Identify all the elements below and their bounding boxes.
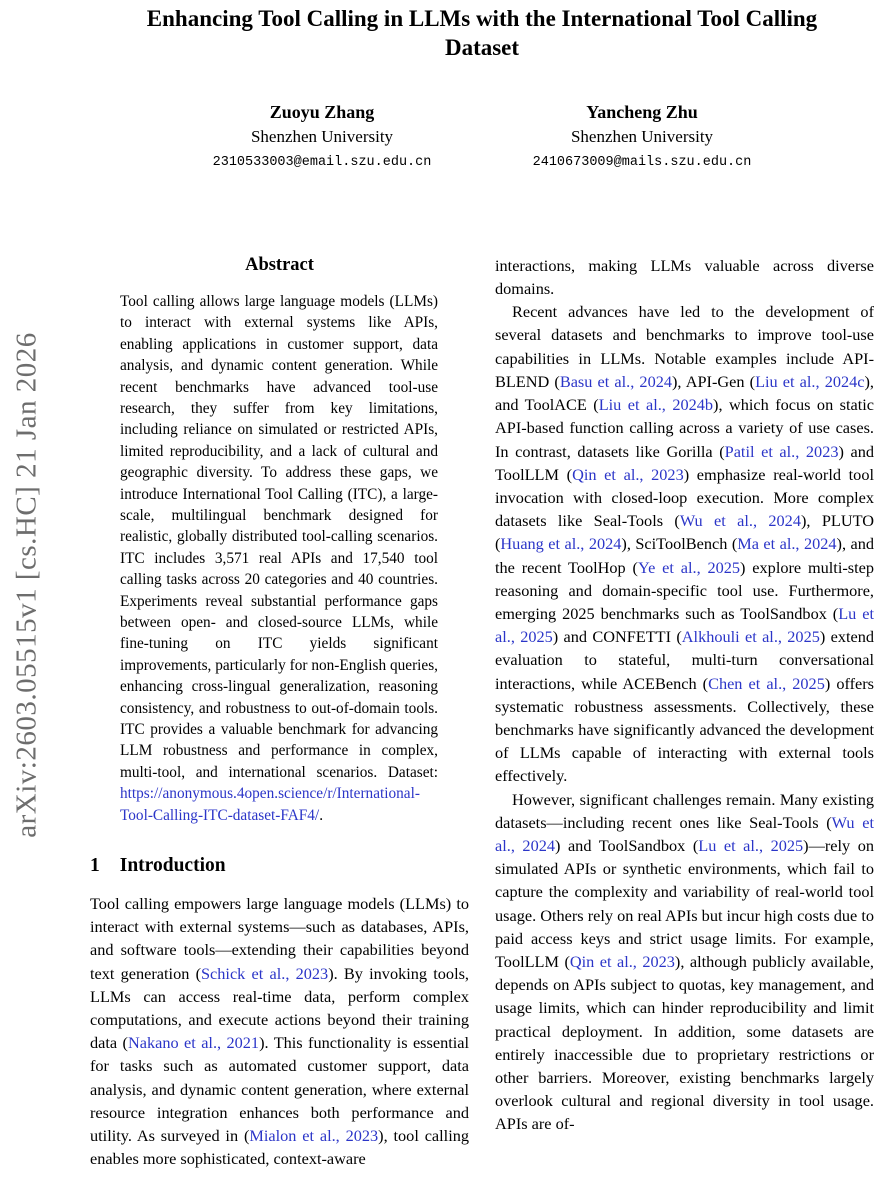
section-title: Introduction — [119, 855, 226, 877]
paragraph — [495, 788, 874, 1136]
author-email[interactable]: 2310533003@email.szu.edu.cn — [212, 154, 432, 170]
arxiv-watermark: arXiv:2603.05515v1 [cs.HC] 21 Jan 2026 — [10, 332, 43, 838]
citation-link[interactable]: Alkhouli et al., 2025 — [681, 627, 820, 647]
text-run: ). This functionality is essential for tasks such as automated customer support, data analysis, and dynamic content generation, where external resource integration enhances both performance and utility. As surveyed in ( — [90, 1033, 470, 1146]
text-run: ) and ToolSandbox ( — [555, 835, 699, 855]
author-email[interactable]: 2410673009@mails.szu.edu.cn — [532, 154, 752, 170]
text-run: Recent advances have led to the development of several datasets and benchmarks to improve tool-use capabilities in LLMs. Notable examples include API-BLEND ( — [495, 302, 874, 391]
author-name: Yancheng Zhu — [586, 101, 698, 122]
author-affiliation: Shenzhen University — [570, 126, 714, 146]
citation-link[interactable]: Lu et al., 2025 — [698, 835, 804, 855]
text-run: ) offers systematic robustness assessments. Collectively, these benchmarks have significantly advanced the development of LLMs capable of interacting with external tools effectively. — [495, 673, 874, 786]
dataset-url-link[interactable]: https://anonymous.4open.science/r/International-Tool-Calling-ITC-dataset-FAF4/ — [120, 785, 420, 824]
citation-link[interactable]: Schick et al., 2023 — [201, 963, 329, 983]
citation-link[interactable]: Chen et al., 2025 — [708, 673, 825, 693]
text-run: )—rely on simulated APIs or synthetic environments, which fail to capture the complexity and variability of real-world tool usage. Others rely on real APIs but incur high costs due to paid access keys and strict usage limits. For example, ToolLLM ( — [495, 835, 874, 971]
text-run: ) explore multi-step reasoning and domain-specific tool use. Furthermore, emerging 2025 benchmarks such as ToolSandbox ( — [495, 557, 874, 623]
citation-link[interactable]: Mialon et al., 2023 — [249, 1126, 379, 1146]
author-block — [482, 101, 802, 172]
citation-link[interactable]: Wu et al., 2024 — [679, 511, 801, 531]
citation-link[interactable]: Qin et al., 2023 — [569, 951, 675, 971]
citation-link[interactable]: Ma et al., 2024 — [737, 534, 837, 554]
text-run: ), and the recent ToolHop ( — [495, 534, 874, 577]
abstract-heading: Abstract — [245, 254, 314, 275]
text-run: ), although publicly available, depends on APIs subject to quotas, key management, and usage limits, which can hinder reproducibility and limit practical deployment. In addition, some datasets are entirely inaccessible due to proprietary restrictions or other barriers. Moreover, existing benchmarks largely overlook cultural and regional diversity in tool usage. APIs are of- — [495, 951, 874, 1134]
citation-link[interactable]: Liu et al., 2024b — [598, 395, 714, 415]
citation-link[interactable]: Qin et al., 2023 — [572, 464, 684, 484]
author-block — [162, 101, 482, 172]
left-column — [90, 254, 469, 1200]
citation-link[interactable]: Wu et al., 2024 — [495, 812, 874, 855]
text-run: ), SciToolBench ( — [621, 534, 738, 554]
text-run: ) and ToolLLM ( — [495, 441, 874, 484]
citation-link[interactable]: Huang et al., 2024 — [500, 534, 622, 554]
citation-link[interactable]: Nakano et al., 2021 — [127, 1033, 260, 1053]
authors-row — [162, 101, 802, 172]
citation-link[interactable]: Patil et al., 2023 — [724, 441, 839, 461]
right-column — [495, 254, 874, 1200]
text-run: ) emphasize real-world tool invocation with closed-loop execution. More complex datasets like Seal-Tools ( — [495, 464, 874, 531]
text-run: ), and ToolACE ( — [495, 371, 874, 415]
text-run: ). By invoking tools, LLMs can access real-time data, perform complex computations, and execute actions beyond their training data ( — [90, 963, 469, 1053]
citation-link[interactable]: Liu et al., 2024c — [755, 371, 865, 391]
text-run: Tool calling empowers large language models (LLMs) to interact with external systems—such as databases, APIs, and software tools—extending their capabilities beyond text generation ( — [90, 894, 469, 983]
paper-title: Enhancing Tool Calling in LLMs with the International Tool Calling Dataset — [146, 6, 818, 61]
text-run: ), PLUTO ( — [495, 511, 874, 554]
text-run: ), tool calling enables more sophisticated, context-aware — [90, 1126, 469, 1169]
section-number: 1 — [90, 855, 100, 877]
text-run: . — [319, 806, 324, 824]
text-run: Tool calling allows large language models (LLMs) to interact with external systems like APIs, enabling applications in customer support, data analysis, and dynamic content generation. While recent benchmarks have advanced tool-use research, they suffer from key limitations, including reliance on simulated or restricted APIs, limited reproducibility, and a lack of cultural and geographic diversity. To address these gaps, we introduce International Tool Calling (ITC), a large-scale, multilingual benchmark designed for realistic, globally distributed tool-calling scenarios. ITC includes 3,571 real APIs and 17,540 tool calling tasks across 20 categories and 40 countries. Experiments reveal substantial performance gaps between open- and closed-source LLMs, while fine-tuning on ITC yields significant improvements, particularly for non-English queries, enhancing cross-lingual generalization, reasoning consistency, and robustness to out-of-domain tools. ITC provides a valuable benchmark for advancing LLM robustness and performance in complex, multi-tool, and international scenarios. Dataset: — [120, 292, 438, 781]
text-run: However, significant challenges remain. Many existing datasets—including recent ones like Seal-Tools ( — [495, 789, 874, 832]
citation-link[interactable]: Basu et al., 2024 — [559, 371, 672, 391]
text-run: interactions, making LLMs valuable across diverse domains. — [495, 255, 874, 299]
paragraph — [90, 892, 469, 1170]
text-run: ), which focus on static API-based function calling across a variety of use cases. In contrast, datasets like Gorilla ( — [495, 395, 874, 461]
author-affiliation: Shenzhen University — [250, 126, 394, 146]
two-column-layout — [90, 254, 874, 1200]
text-run: ) and CONFETTI ( — [552, 627, 682, 647]
text-run: ), API-Gen ( — [672, 371, 756, 391]
citation-link[interactable]: Ye et al., 2025 — [637, 557, 741, 577]
paragraph — [120, 291, 438, 826]
paragraph — [495, 254, 874, 300]
introduction-body — [90, 892, 469, 1170]
author-name: Zuoyu Zhang — [269, 101, 375, 122]
citation-link[interactable]: Lu et al., 2025 — [495, 603, 874, 647]
paragraph — [495, 300, 874, 787]
abstract-body — [90, 291, 469, 826]
paper-content — [90, 0, 874, 1200]
text-run: ) extend evaluation to stateful, multi-turn conversational interactions, while ACEBench ( — [495, 627, 874, 693]
introduction-heading — [90, 855, 469, 877]
